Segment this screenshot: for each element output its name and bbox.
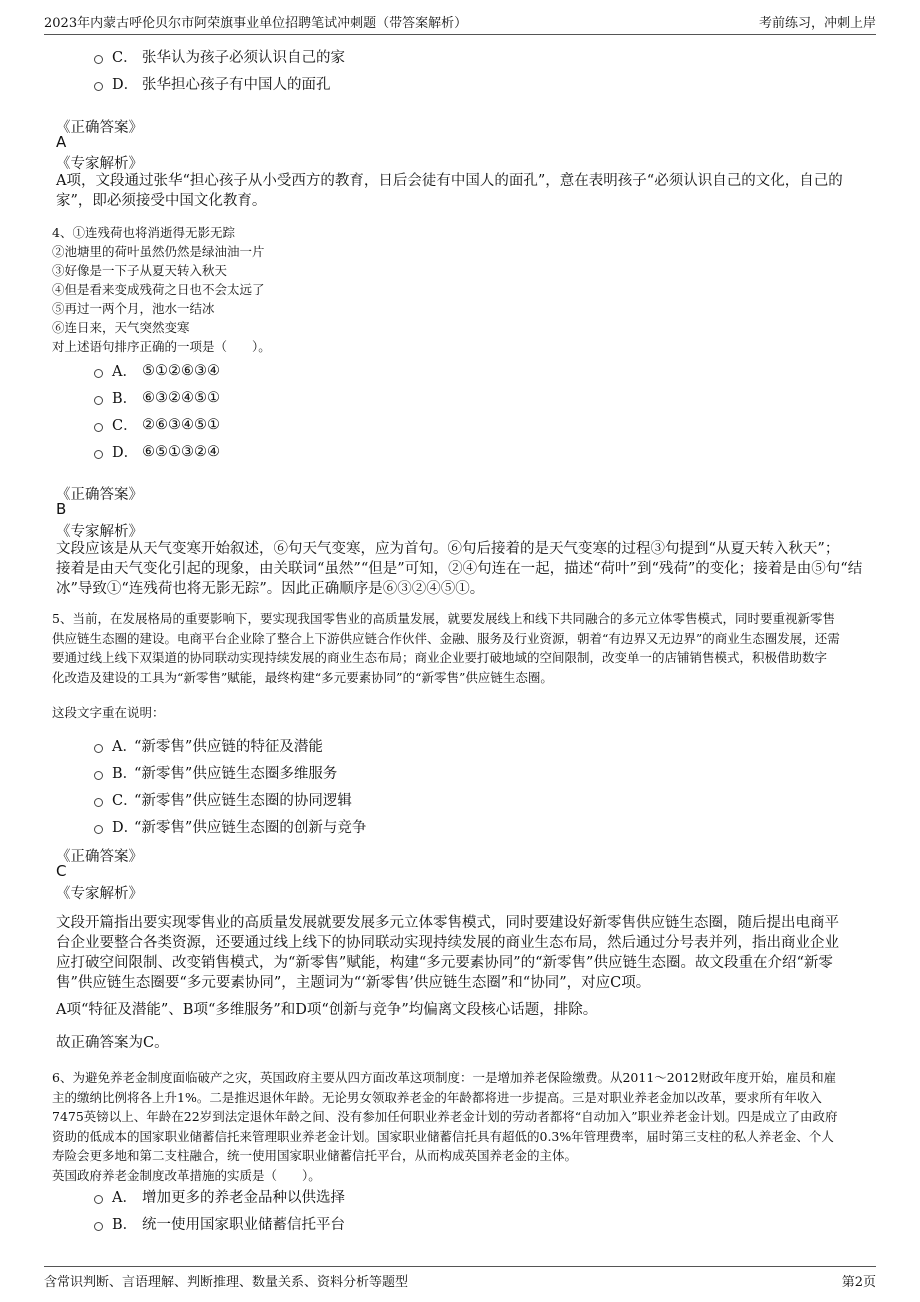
q5-expert-label: 《专家解析》 <box>56 886 143 902</box>
footer-divider <box>44 1266 876 1267</box>
radio-icon[interactable] <box>94 798 103 807</box>
q3-answer-label: 《正确答案》 <box>56 120 143 136</box>
q6-option-b[interactable]: B． 统一使用国家职业储蓄信托平台 <box>94 1213 345 1234</box>
q4-answer: B <box>56 500 67 518</box>
q5-option-c[interactable]: C． “新零售”供应链生态圈的协同逻辑 <box>94 789 352 810</box>
q6-option-a[interactable]: A． 增加更多的养老金品种以供选择 <box>94 1186 345 1207</box>
q4-option-d[interactable]: D． ⑥⑤①③②④ <box>94 441 220 462</box>
radio-icon[interactable] <box>94 825 103 834</box>
q3-option-c[interactable]: C． 张华认为孩子必须认识自己的家 <box>94 46 345 67</box>
q5-explanation-3: 故正确答案为C。 <box>56 1035 169 1051</box>
q5-option-b[interactable]: B． “新零售”供应链生态圈多维服务 <box>94 762 337 783</box>
page-header <box>0 0 920 34</box>
q3-explanation: A项，文段通过张华“担心孩子从小受西方的教育，日后会徒有中国人的面孔”，意在表明孩子“必须认识自己的文化，自己的 家”，即必须接受中国文化教育。 <box>56 173 843 209</box>
q3-answer: A <box>56 133 67 151</box>
q4-option-a[interactable]: A． ⑤①②⑥③④ <box>94 360 220 381</box>
q3-expert-label: 《专家解析》 <box>56 156 143 172</box>
q5-explanation: 文段开篇指出要实现零售业的高质量发展就要发展多元立体零售模式，同时要建设好新零售供应链生态圈，随后提出电商平 台企业要整合各类资源，还要通过线上线下的协同联动实现持续发展的商业生态布局，然后通过分号表并列，指出商业企业 应打破空间限制、改变销售模式，为“新零售”赋能，构建“多元要素协同”的“新零售”供应链生态圈。故文段重在介绍“新零 售”供应链生态圈要“多元要素协同”，主题词为“‘新零售’供应链生态圈”和“协同”，对应C项。 <box>56 915 839 991</box>
q4-option-c[interactable]: C． ②⑥③④⑤① <box>94 414 220 435</box>
q3-option-d[interactable]: D． 张华担心孩子有中国人的面孔 <box>94 73 331 94</box>
radio-icon[interactable] <box>94 771 103 780</box>
q5-option-a[interactable]: A． “新零售”供应链的特征及潜能 <box>94 735 323 756</box>
q4-explanation: 文段应该是从天气变寒开始叙述，⑥句天气变寒，应为首句。⑥句后接着的是天气变寒的过程③句提到“从夏天转入秋天”； 接着是由天气变化引起的现象，由关联词“虽然”“但是”可知，②④句连在一起，描述“荷叶”到“残荷”的变化；接着是由⑤句“结 冰”导致①“连残荷也将无影无踪”。因此正确顺序是⑥③②④⑤①。 <box>56 541 863 597</box>
document-title: 2023年内蒙古呼伦贝尔市阿荣旗事业单位招聘笔试冲刺题（带答案解析） <box>44 16 468 31</box>
q4-answer-label: 《正确答案》 <box>56 487 143 503</box>
q6-passage: 6、为避免养老金制度面临破产之灾，英国政府主要从四方面改革这项制度：一是增加养老保险缴费。从2011～2012财政年度开始，雇员和雇 主的缴纳比例将各上升1%。二是推迟退休年龄。无论男女领取养老金的年龄都将进一步提高。三是对职业养老金加以改革，要求所有年收入 7475英镑以上、年龄在22岁到法定退休年龄之间、没有参加任何职业养老金计划的劳动者都将“自动加入”职业养老金计划。四是成立了由政府 资助的低成本的国家职业储蓄信托来管理职业养老金计划。国家职业储蓄信托具有超低的0.3%年管理费率，届时第三支柱的私人养老金、个人 寿险会更多地和第二支柱融合，统一使用国家职业储蓄信托平台，从而构成英国养老金的主体。 英国政府养老金制度改革措施的实质是（ ）。 <box>52 1070 838 1183</box>
header-slogan: 考前练习，冲刺上岸 <box>758 16 876 31</box>
radio-icon[interactable] <box>94 744 103 753</box>
radio-icon[interactable] <box>94 423 103 432</box>
page-number: 第2页 <box>841 1275 876 1290</box>
footer-note: 含常识判断、言语理解、判断推理、数量关系、资料分析等题型 <box>44 1275 409 1290</box>
radio-icon[interactable] <box>94 1195 103 1204</box>
radio-icon[interactable] <box>94 369 103 378</box>
q5-explanation-2: A项“特征及潜能”、B项“多维服务”和D项“创新与竞争”均偏离文段核心话题，排除。 <box>56 1002 598 1018</box>
q5-passage: 5、当前，在发展格局的重要影响下，要实现我国零售业的高质量发展，就要发展线上和线下共同融合的多元立体零售模式，同时要重视新零售 供应链生态圈的建设。电商平台企业除了整合上下游供应链合作伙伴、金融、服务及行业资源，朝着“有边界又无边界”的商业生态圈发展，还需 要通过线上线下双渠道的协同联动实现持续发展的商业生态布局；商业企业要打破地域的空间限制，改变单一的店铺销售模式，积极借助数字 化改造及建设的工具为“新零售”赋能，最终构建“多元要素协同”的“新零售”供应链生态圈。 <box>52 611 840 685</box>
q5-question: 这段文字重在说明： <box>52 705 165 720</box>
q4-expert-label: 《专家解析》 <box>56 524 143 540</box>
q5-answer: C <box>56 862 67 880</box>
q5-answer-label: 《正确答案》 <box>56 849 143 865</box>
radio-icon[interactable] <box>94 396 103 405</box>
radio-icon[interactable] <box>94 82 103 91</box>
radio-icon[interactable] <box>94 1222 103 1231</box>
q4-stem: 4、①连残荷也将消逝得无影无踪 ②池塘里的荷叶虽然仍然是绿油油一片 ③好像是一下子从夏天转入秋天 ④但是看来变成残荷之日也不会太远了 ⑤再过一两个月，池水一结冰 ⑥连日来，天气突然变寒 对上述语句排序正确的一项是（ ）。 <box>52 225 271 354</box>
radio-icon[interactable] <box>94 450 103 459</box>
q4-option-b[interactable]: B． ⑥③②④⑤① <box>94 387 220 408</box>
radio-icon[interactable] <box>94 55 103 64</box>
header-divider <box>44 34 876 35</box>
q5-option-d[interactable]: D． “新零售”供应链生态圈的创新与竞争 <box>94 816 366 837</box>
